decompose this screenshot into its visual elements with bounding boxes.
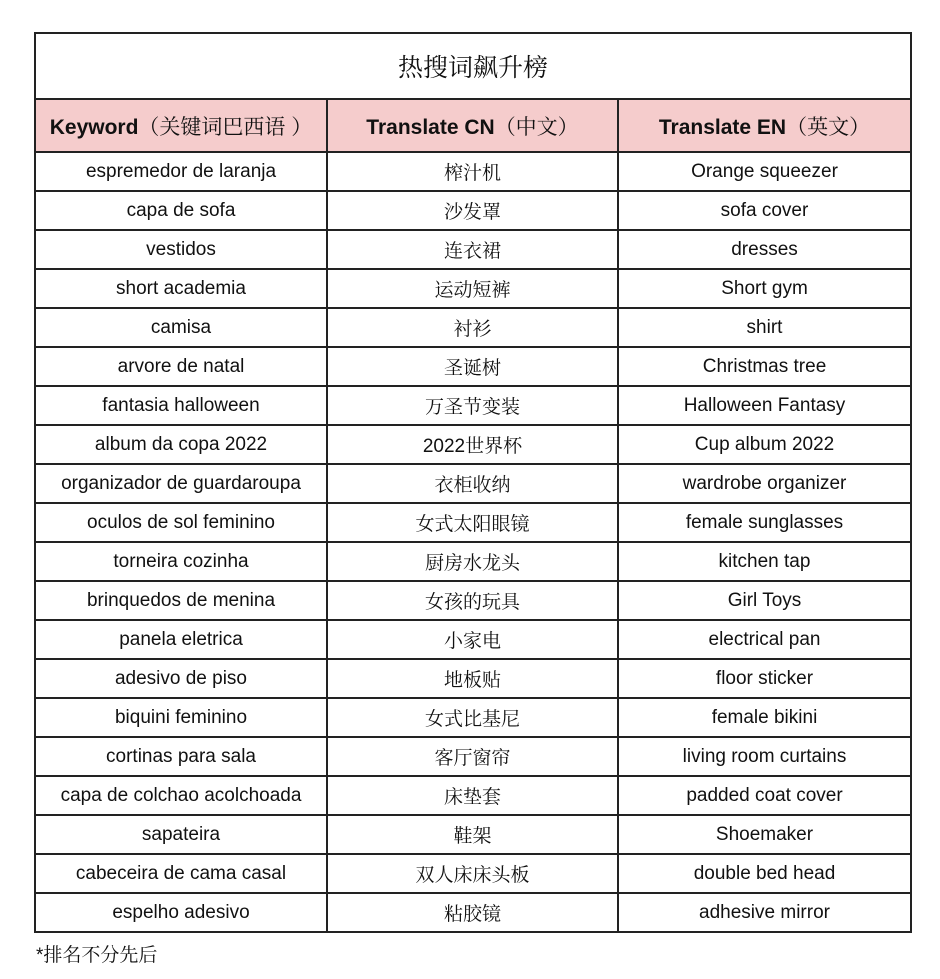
table-row — [35, 620, 911, 659]
header-sub: （中文） — [494, 115, 579, 139]
header-main: Translate EN — [658, 115, 787, 139]
translate-en-cell: female bikini — [618, 698, 911, 737]
table-row — [35, 191, 911, 230]
translate-cn-cell: 运动短裤 — [327, 269, 618, 308]
hot-keywords-table — [34, 32, 912, 933]
table-row — [35, 893, 911, 932]
translate-en-cell: shirt — [618, 308, 911, 347]
keyword-cell: cortinas para sala — [35, 737, 327, 776]
keyword-cell: camisa — [35, 308, 327, 347]
translate-en-cell: Shoemaker — [618, 815, 911, 854]
translate-en-cell: Orange squeezer — [618, 152, 911, 191]
translate-cn-cell: 2022世界杯 — [327, 425, 618, 464]
keyword-cell: sapateira — [35, 815, 327, 854]
keyword-cell: album da copa 2022 — [35, 425, 327, 464]
header-row — [35, 99, 911, 152]
table-title: 热搜词飙升榜 — [35, 33, 911, 99]
footnote: *排名不分先后 — [36, 945, 158, 966]
keyword-cell: brinquedos de menina — [35, 581, 327, 620]
table-row — [35, 308, 911, 347]
translate-en-cell: double bed head — [618, 854, 911, 893]
table-row — [35, 425, 911, 464]
translate-cn-cell: 粘胶镜 — [327, 893, 618, 932]
translate-en-cell: Girl Toys — [618, 581, 911, 620]
translate-cn-cell: 女式太阳眼镜 — [327, 503, 618, 542]
keyword-cell: cabeceira de cama casal — [35, 854, 327, 893]
table-row — [35, 386, 911, 425]
title-row — [35, 33, 911, 99]
keyword-cell: capa de colchao acolchoada — [35, 776, 327, 815]
keyword-cell: vestidos — [35, 230, 327, 269]
translate-cn-cell: 圣诞树 — [327, 347, 618, 386]
translate-en-cell: Short gym — [618, 269, 911, 308]
keyword-cell: organizador de guardaroupa — [35, 464, 327, 503]
translate-en-cell: padded coat cover — [618, 776, 911, 815]
table-row — [35, 230, 911, 269]
table-row — [35, 776, 911, 815]
translate-cn-cell: 衣柜收纳 — [327, 464, 618, 503]
column-header-translate-cn — [327, 99, 618, 152]
translate-en-cell: female sunglasses — [618, 503, 911, 542]
translate-en-cell: sofa cover — [618, 191, 911, 230]
translate-en-cell: adhesive mirror — [618, 893, 911, 932]
keyword-cell: espelho adesivo — [35, 893, 327, 932]
keyword-cell: oculos de sol feminino — [35, 503, 327, 542]
translate-en-cell: dresses — [618, 230, 911, 269]
translate-en-cell: Halloween Fantasy — [618, 386, 911, 425]
header-main: Translate CN — [366, 115, 495, 139]
translate-en-cell: floor sticker — [618, 659, 911, 698]
keyword-cell: biquini feminino — [35, 698, 327, 737]
table-row — [35, 737, 911, 776]
column-header-translate-en — [618, 99, 911, 152]
translate-en-cell: kitchen tap — [618, 542, 911, 581]
keyword-cell: short academia — [35, 269, 327, 308]
header-main: Keyword — [49, 115, 139, 139]
keyword-cell: arvore de natal — [35, 347, 327, 386]
keyword-cell: panela eletrica — [35, 620, 327, 659]
translate-en-cell: Cup album 2022 — [618, 425, 911, 464]
keyword-cell: adesivo de piso — [35, 659, 327, 698]
table-row — [35, 542, 911, 581]
keyword-cell: capa de sofa — [35, 191, 327, 230]
translate-cn-cell: 双人床床头板 — [327, 854, 618, 893]
translate-cn-cell: 床垫套 — [327, 776, 618, 815]
table-row — [35, 269, 911, 308]
table-row — [35, 581, 911, 620]
translate-cn-cell: 衬衫 — [327, 308, 618, 347]
table-row — [35, 152, 911, 191]
translate-en-cell: wardrobe organizer — [618, 464, 911, 503]
translate-cn-cell: 厨房水龙头 — [327, 542, 618, 581]
table-row — [35, 659, 911, 698]
table-row — [35, 815, 911, 854]
keyword-cell: fantasia halloween — [35, 386, 327, 425]
translate-cn-cell: 地板贴 — [327, 659, 618, 698]
translate-cn-cell: 沙发罩 — [327, 191, 618, 230]
translate-cn-cell: 鞋架 — [327, 815, 618, 854]
translate-cn-cell: 榨汁机 — [327, 152, 618, 191]
table-row — [35, 854, 911, 893]
translate-en-cell: electrical pan — [618, 620, 911, 659]
translate-cn-cell: 女式比基尼 — [327, 698, 618, 737]
translate-cn-cell: 女孩的玩具 — [327, 581, 618, 620]
keyword-cell: espremedor de laranja — [35, 152, 327, 191]
translate-cn-cell: 连衣裙 — [327, 230, 618, 269]
header-sub: （英文） — [786, 115, 871, 139]
table-row — [35, 503, 911, 542]
translate-cn-cell: 客厅窗帘 — [327, 737, 618, 776]
document — [34, 32, 910, 933]
table-row — [35, 698, 911, 737]
table-row — [35, 464, 911, 503]
column-header-keyword — [35, 99, 327, 152]
translate-en-cell: Christmas tree — [618, 347, 911, 386]
translate-en-cell: living room curtains — [618, 737, 911, 776]
header-sub: （关键词巴西语 ） — [138, 115, 313, 139]
translate-cn-cell: 小家电 — [327, 620, 618, 659]
translate-cn-cell: 万圣节变装 — [327, 386, 618, 425]
table-row — [35, 347, 911, 386]
keyword-cell: torneira cozinha — [35, 542, 327, 581]
